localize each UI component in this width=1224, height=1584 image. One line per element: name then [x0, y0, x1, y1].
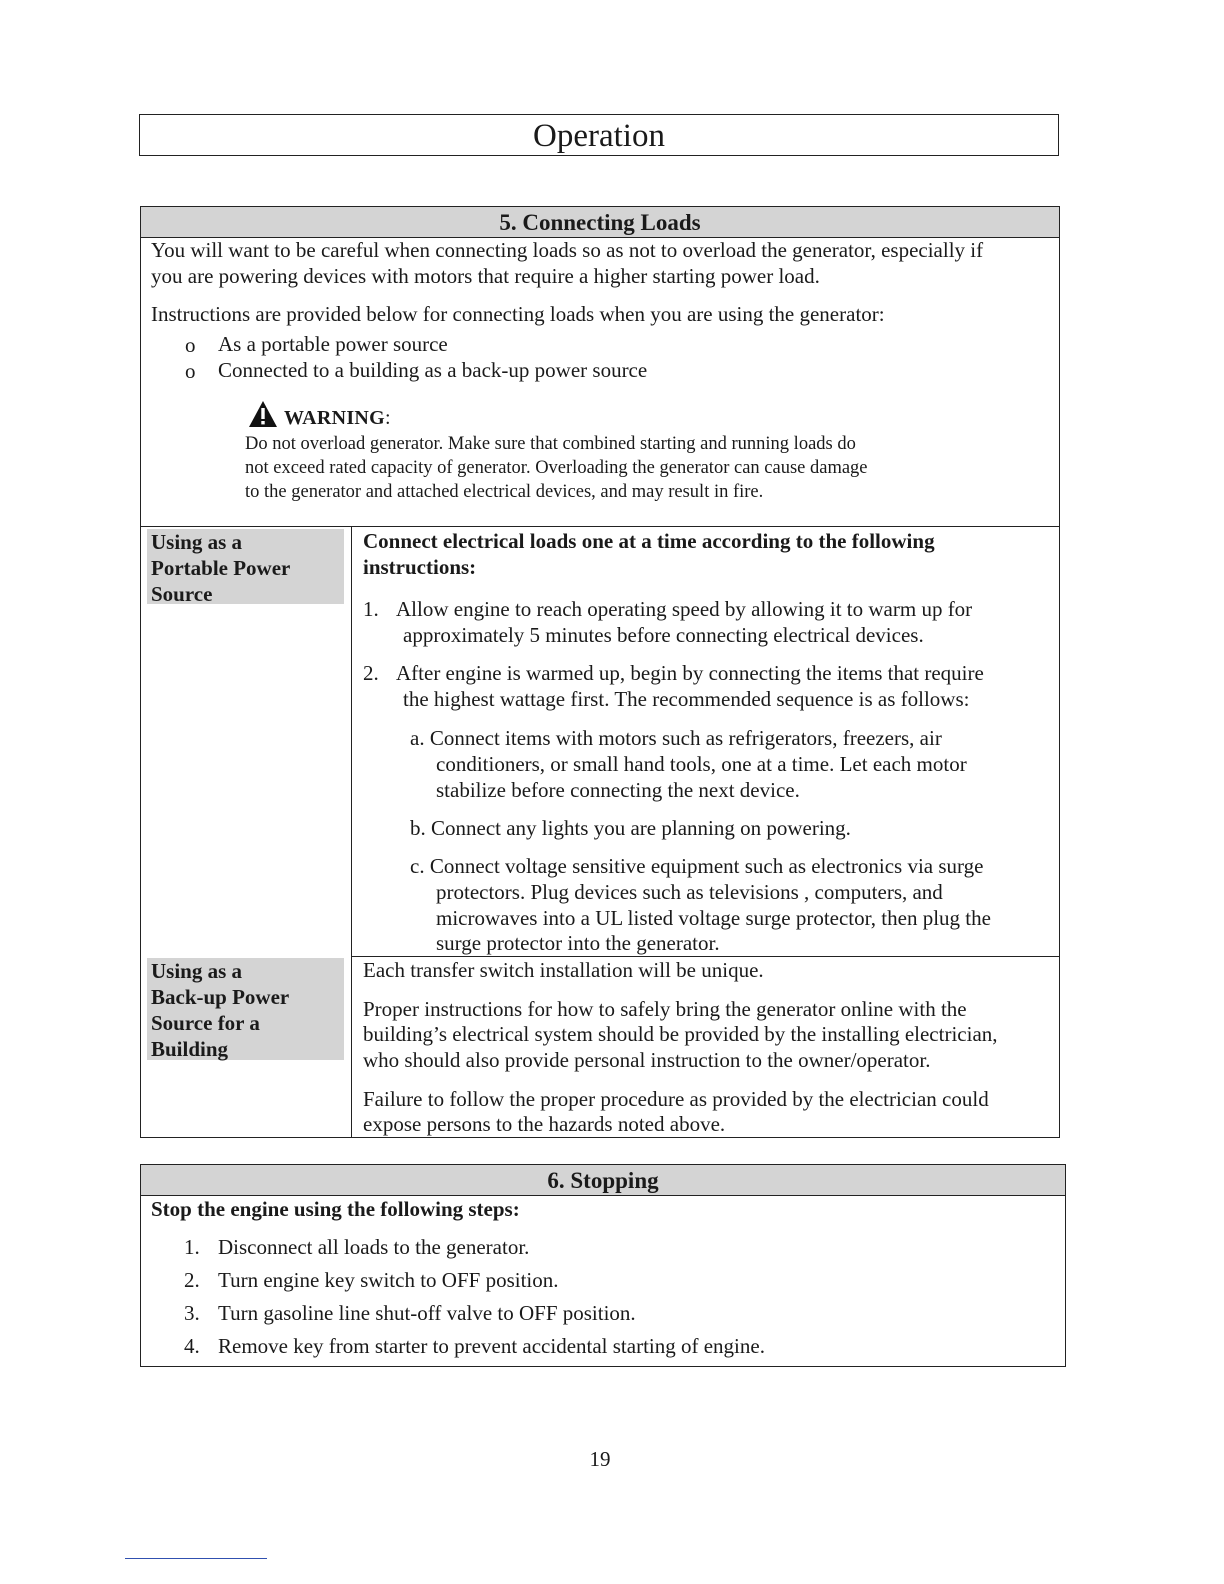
- page-number: 19: [589, 1447, 611, 1471]
- bullet-symbol: o: [185, 333, 196, 357]
- substep-c-line-3: microwaves into a UL listed voltage surge protector, then plug the: [436, 906, 991, 930]
- substep-b-line-1: b. Connect any lights you are planning on powering.: [410, 816, 851, 840]
- warning-line-3: to the generator and attached electrical devices, and may result in fire.: [245, 482, 764, 502]
- divider: [140, 526, 1060, 527]
- label-line: Using as a: [151, 530, 243, 554]
- label-line: Source for a: [151, 1011, 260, 1035]
- substep-c-line-1: c. Connect voltage sensitive equipment such as electronics via surge: [410, 854, 984, 878]
- bullet-building: Connected to a building as a back-up power source: [218, 358, 648, 382]
- backup-p1: Each transfer switch installation will be unique.: [363, 958, 764, 982]
- label-backup-power-source: [147, 958, 344, 1060]
- stop-step-1-number: 1.: [184, 1235, 200, 1259]
- warning-line-1: Do not overload generator. Make sure that combined starting and running loads do: [245, 434, 856, 454]
- step-2-number: 2.: [363, 661, 379, 685]
- footer-rule: [125, 1558, 267, 1559]
- step-2-line-2: the highest wattage first. The recommended sequence is as follows:: [403, 687, 970, 711]
- substep-c-line-2: protectors. Plug devices such as televisions , computers, and: [436, 880, 943, 904]
- stop-step-3: Turn gasoline line shut-off valve to OFF position.: [218, 1301, 636, 1325]
- portable-heading-2: instructions:: [363, 555, 477, 579]
- bullet-symbol: o: [185, 359, 196, 383]
- warning-label-text: WARNING: [284, 407, 385, 429]
- intro-line-2: you are powering devices with motors that require a higher starting power load.: [151, 264, 820, 288]
- stop-step-2: Turn engine key switch to OFF position.: [218, 1268, 559, 1292]
- label-line: Source: [151, 582, 213, 606]
- backup-p2-line-2: building’s electrical system should be provided by the installing electrician,: [363, 1022, 998, 1046]
- stop-step-3-number: 3.: [184, 1301, 200, 1325]
- substep-a-line-2: conditioners, or small hand tools, one at a time. Let each motor: [436, 752, 967, 776]
- step-1-line-2: approximately 5 minutes before connecting electrical devices.: [403, 623, 924, 647]
- stop-step-4-number: 4.: [184, 1334, 200, 1358]
- label-line: Building: [151, 1037, 229, 1061]
- label-line: Back-up Power: [151, 985, 290, 1009]
- stop-step-4: Remove key from starter to prevent accidental starting of engine.: [218, 1334, 765, 1358]
- page-title: Operation: [139, 114, 1059, 156]
- backup-p3-line-2: expose persons to the hazards noted above.: [363, 1112, 726, 1136]
- warning-label: [284, 407, 391, 430]
- backup-p2-line-3: who should also provide personal instruction to the owner/operator.: [363, 1048, 931, 1072]
- backup-p3-line-1: Failure to follow the proper procedure as provided by the electrician could: [363, 1087, 989, 1111]
- step-1-number: 1.: [363, 597, 379, 621]
- bullet-portable: As a portable power source: [218, 332, 448, 356]
- stopping-intro: Stop the engine using the following steps:: [151, 1197, 520, 1221]
- label-line: Using as a: [151, 959, 243, 983]
- label-portable-power-source: [147, 529, 344, 604]
- warning-icon: [248, 400, 278, 428]
- step-1-line-1: Allow engine to reach operating speed by allowing it to warm up for: [396, 597, 973, 621]
- substep-c-line-4: surge protector into the generator.: [436, 931, 720, 955]
- warning-colon: :: [385, 407, 391, 429]
- label-line: Portable Power: [151, 556, 291, 580]
- substep-a-line-1: a. Connect items with motors such as refrigerators, freezers, air: [410, 726, 942, 750]
- portable-heading-1: Connect electrical loads one at a time according to the following: [363, 529, 935, 553]
- divider: [351, 526, 352, 1138]
- stop-step-2-number: 2.: [184, 1268, 200, 1292]
- warning-line-2: not exceed rated capacity of generator. Overloading the generator can cause damage: [245, 458, 868, 478]
- step-2-line-1: After engine is warmed up, begin by connecting the items that require: [396, 661, 984, 685]
- section-heading: 6. Stopping: [141, 1165, 1065, 1196]
- backup-p2-line-1: Proper instructions for how to safely bring the generator online with the: [363, 997, 967, 1021]
- instructions-intro: Instructions are provided below for connecting loads when you are using the generator:: [151, 302, 885, 326]
- intro-line-1: You will want to be careful when connecting loads so as not to overload the generator, especially if: [151, 238, 984, 262]
- substep-a-line-3: stabilize before connecting the next device.: [436, 778, 800, 802]
- section-heading: 5. Connecting Loads: [141, 207, 1059, 238]
- stop-step-1: Disconnect all loads to the generator.: [218, 1235, 530, 1259]
